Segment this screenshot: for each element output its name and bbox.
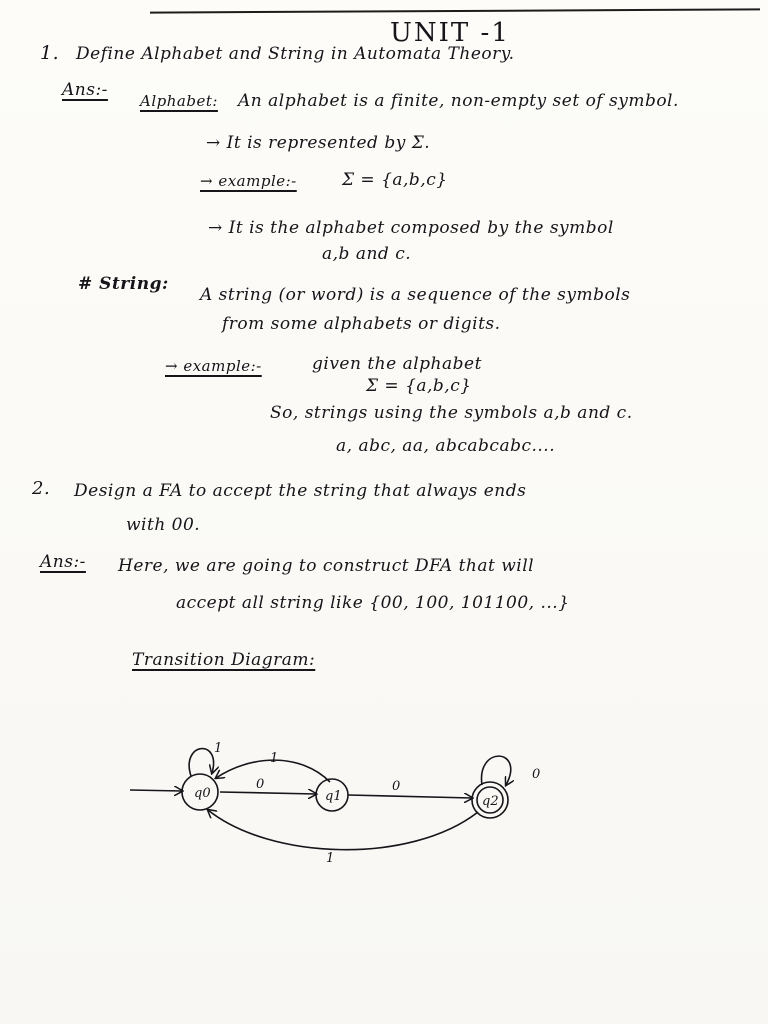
composed-line-2: a,b and c. (322, 244, 412, 264)
q1-number: 1. (40, 42, 60, 64)
q0-to-q1-edge (220, 792, 316, 794)
alphabet-label: Alphabet: (140, 92, 218, 110)
q2-question-line-2: with 00. (126, 515, 201, 535)
string-def-1: A string (or word) is a sequence of the symbols (200, 285, 631, 305)
state-q2-name: q2 (482, 794, 499, 809)
strings-list: a, abc, aa, abcabcabc.... (336, 436, 556, 456)
string-example-label: → example:- (165, 357, 262, 375)
strings-using-line: So, strings using the symbols a,b and c. (270, 403, 633, 423)
q2-to-q0-edge (208, 810, 478, 850)
q1-to-q2-edge (348, 795, 472, 798)
q2-answer-line-2: accept all string like {00, 100, 101100, ...} (176, 593, 570, 613)
q2-number: 2. (32, 478, 51, 499)
string-label: # String: (78, 274, 169, 294)
q2-ans-label: Ans:- (40, 552, 86, 572)
composed-line-1: → It is the alphabet composed by the symbol (208, 218, 614, 238)
string-example-set: Σ = {a,b,c} (366, 376, 472, 396)
q2-question-line-1: Design a FA to accept the string that always ends (74, 481, 527, 501)
q2-to-q0-label: 1 (326, 851, 335, 866)
q0-to-q1-label: 0 (256, 777, 265, 792)
string-def-2: from some alphabets or digits. (222, 314, 501, 334)
q0-self-loop (189, 749, 213, 776)
q0-self-label: 1 (214, 741, 223, 756)
q1-to-q2-label: 0 (392, 779, 401, 794)
q1-ans-label: Ans:- (62, 80, 108, 100)
unit-title: UNIT -1 (390, 18, 510, 48)
q1-question: Define Alphabet and String in Automata Theory. (76, 44, 515, 64)
q2-self-loop (481, 756, 510, 785)
string-example-text: given the alphabet (312, 354, 482, 374)
q2-answer-line-1: Here, we are going to construct DFA that will (118, 556, 535, 576)
alphabet-definition: An alphabet is a finite, non-empty set of symbol. (238, 91, 679, 111)
example-label: → example:- (200, 172, 297, 190)
transition-diagram-title: Transition Diagram: (132, 650, 316, 670)
state-q1-name: q1 (325, 789, 342, 804)
represented-line: → It is represented by Σ. (206, 133, 431, 153)
start-arrow (130, 790, 182, 791)
q1-to-q0-label: 1 (270, 751, 279, 766)
q2-self-label: 0 (532, 767, 541, 782)
state-q0-name: q0 (194, 786, 211, 801)
example-value: Σ = {a,b,c} (342, 170, 448, 190)
